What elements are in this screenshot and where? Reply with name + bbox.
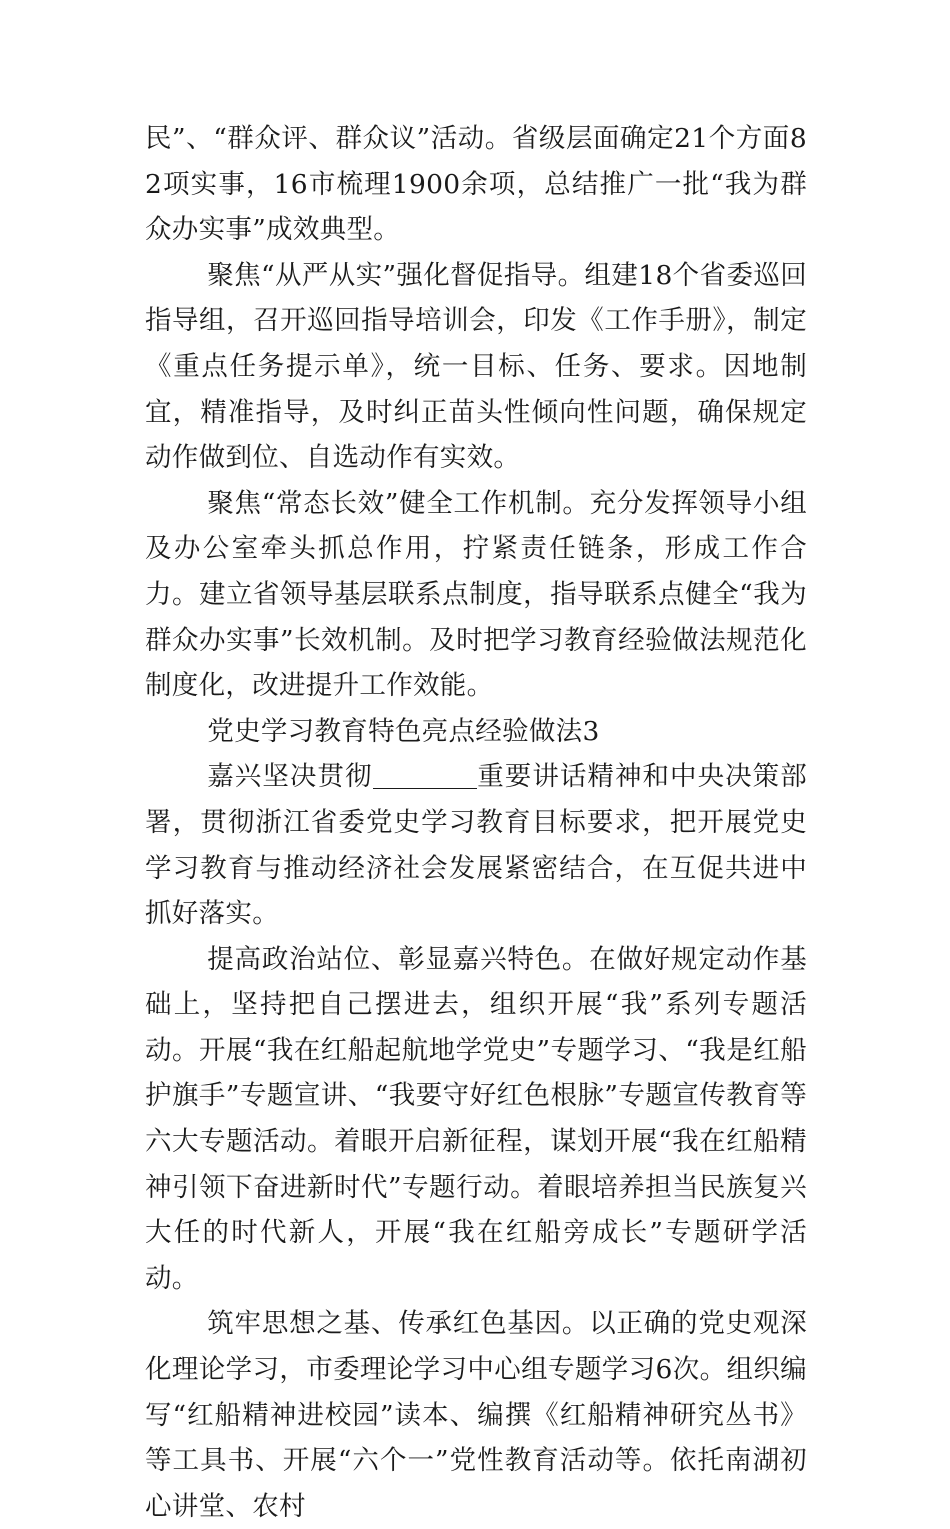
paragraph-political-stance: 提高政治站位、彰显嘉兴特色。在做好规定动作基础上，坚持把自己摆进去，组织开展“我”系列专题活动。开展“我在红船起航地学党史”专题学习、“我是红船护旗手”专题宣讲、“我要守好红色根脉”专题宣传教育等六大专题活动。着眼开启新征程，谋划开展“我在红船精神引领下奋进新时代”专题行动。着眼培养担当民族复兴大任的时代新人，开展“我在红船旁成长”专题研学活动。 [145,943,807,1294]
paragraph-mechanism: 聚焦“常态长效”健全工作机制。充分发挥领导小组及办公室牵头抓总作用，拧紧责任链条，形成工作合力。建立省领导基层联系点制度，指导联系点健全“我为群众办实事”长效机制。及时把学习教育经验做法规范化制度化，改进提升工作效能。 [145,487,808,702]
blank-underline [373,762,477,790]
intro-before-blank: 嘉兴坚决贯彻 [207,761,373,793]
paragraph-supervision: 聚焦“从严从实”强化督促指导。组建18个省委巡回指导组，召开巡回指导培训会，印发《工作手册》，制定《重点任务提示单》，统一目标、任务、要求。因地制宜，精准指导，及时纠正苗头性倾向性问题，确保规定动作做到位、自选动作有实效。 [145,259,807,474]
paragraph-continuation: 民”、“群众评、群众议”活动。省级层面确定21个方面82项实事，16市梳理1900余项，总结推广一批“我为群众办实事”成效典型。 [145,123,807,246]
intro-after-blank: 重要讲话精神和中央决策部署，贯彻浙江省委党史学习教育目标要求，把开展党史学习教育与推动经济社会发展紧密结合，在互促共进中抓好落实。 [145,761,807,930]
document-body [145,116,807,1529]
paragraph-jiaxing-intro [145,754,807,936]
section-heading: 党史学习教育特色亮点经验做法3 [207,715,600,747]
paragraph-ideological-foundation: 筑牢思想之基、传承红色基因。以正确的党史观深化理论学习，市委理论学习中心组专题学习6次。组织编写“红船精神进校园”读本、编撰《红船精神研究丛书》等工具书、开展“六个一”党性教育活动等。依托南湖初心讲堂、农村 [145,1308,807,1522]
